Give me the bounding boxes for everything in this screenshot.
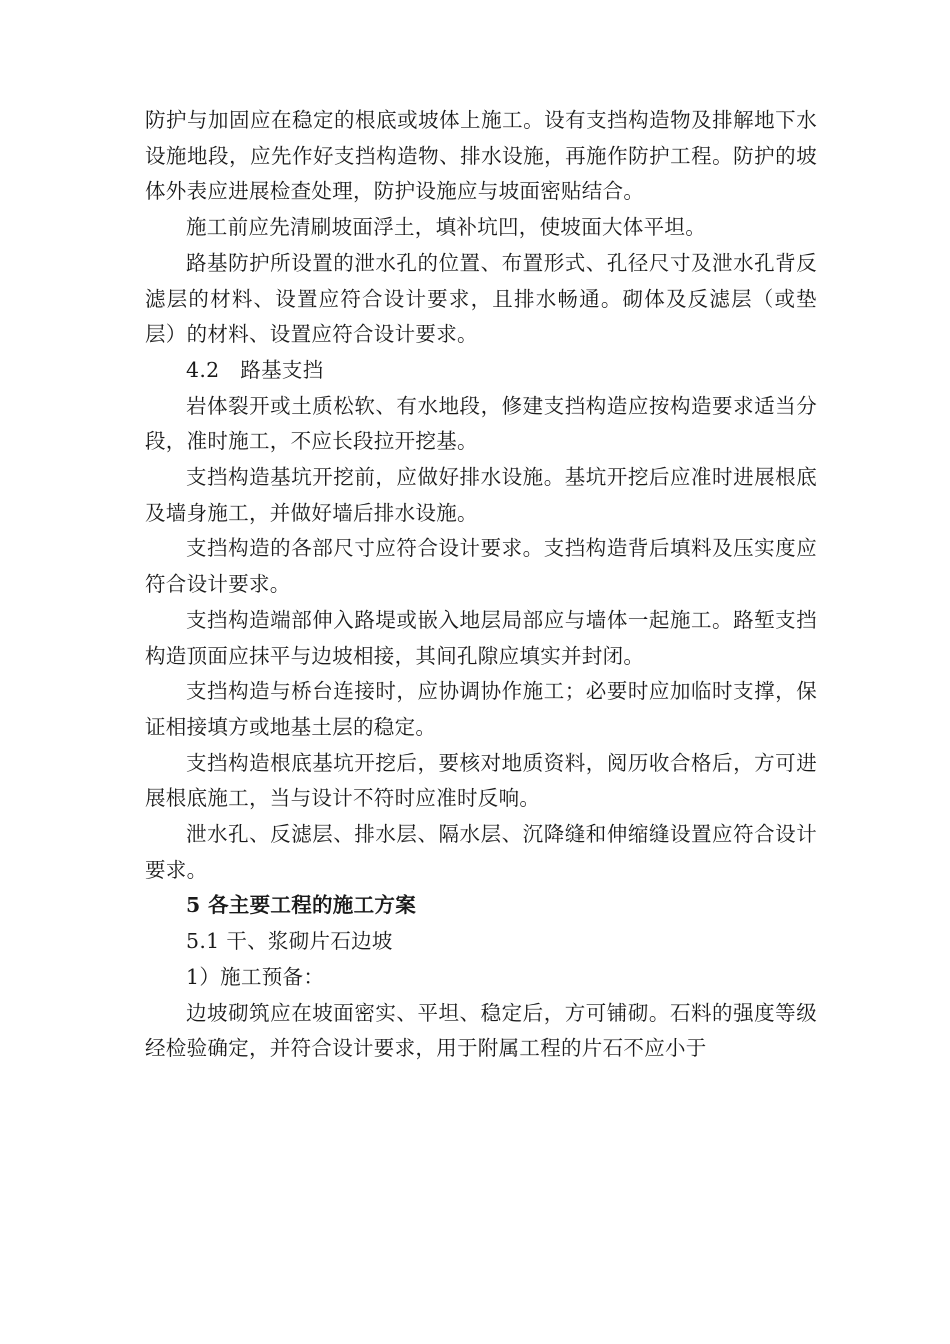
subheading-preparation: 1）施工预备：: [186, 964, 325, 989]
section-heading-5: 5 各主要工程的施工方案: [186, 893, 417, 918]
paragraph-geology-check: 支挡构造根底基坑开挖后，要核对地质资料，阅历收合格后，方可进展根底施工，当与设计不符时应准时反响。: [145, 750, 817, 811]
paragraph-drain-holes: 路基防护所设置的泄水孔的位置、布置形式、孔径尺寸及泄水孔背反滤层的材料、设置应符合设计要求，且排水畅通。砌体及反滤层（或垫层）的材料、设置应符合设计要求。: [145, 250, 817, 347]
paragraph-slope-masonry: 边坡砌筑应在坡面密实、平坦、稳定后，方可铺砌。石料的强度等级经检验确定，并符合设计要求，用于附属工程的片石不应小于: [145, 1000, 817, 1061]
paragraph-pit-excavation: 支挡构造基坑开挖前，应做好排水设施。基坑开挖后应准时进展根底及墙身施工，并做好墙后排水设施。: [145, 465, 817, 525]
paragraph-abutment-connection: 支挡构造与桥台连接时，应协调协作施工；必要时应加临时支撑，保证相接填方或地基土层的稳定。: [145, 679, 817, 739]
paragraph-dimensions: 支挡构造的各部尺寸应符合设计要求。支挡构造背后填料及压实度应符合设计要求。: [145, 536, 817, 597]
section-heading-5-1: 5.1 干、浆砌片石边坡: [186, 929, 393, 954]
paragraph-slope-cleaning: 施工前应先清刷坡面浮土，填补坑凹，使坡面大体平坦。: [186, 215, 706, 240]
section-heading-4-2: 4.2 路基支挡: [186, 357, 324, 382]
paragraph-rock-fracture: 岩体裂开或土质松软、有水地段，修建支挡构造应按构造要求适当分段，准时施工，不应长段拉开挖基。: [145, 393, 817, 454]
document-body: [145, 103, 817, 1067]
paragraph-end-embedding: 支挡构造端部伸入路堤或嵌入地层局部应与墙体一起施工。路堑支挡构造顶面应抹平与边坡相接，其间孔隙应填实并封闭。: [145, 607, 817, 668]
paragraph-joints: 泄水孔、反滤层、排水层、隔水层、沉降缝和伸缩缝设置应符合设计要求。: [145, 822, 817, 882]
paragraph-protection-foundation: 防护与加固应在稳定的根底或坡体上施工。设有支挡构造物及排解地下水设施地段，应先作好支挡构造物、排水设施，再施作防护工程。防护的坡体外表应进展检查处理，防护设施应与坡面密贴结合。: [145, 108, 817, 204]
